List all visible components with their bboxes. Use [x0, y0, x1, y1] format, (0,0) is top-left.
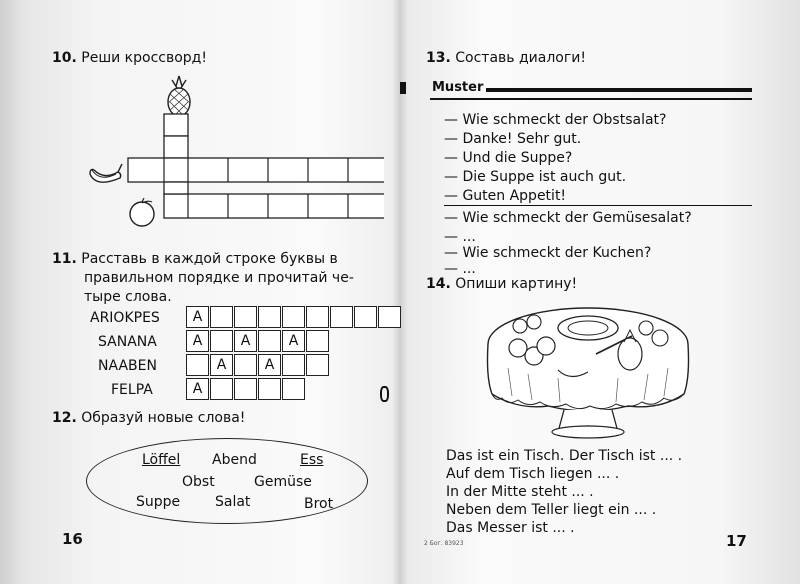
dialog-line: — Und die Suppe?: [444, 150, 573, 166]
dialog-line: — Guten Appetit!: [444, 188, 567, 204]
right-page: [400, 0, 800, 584]
muster-label: Muster: [432, 80, 484, 95]
letter-cell: A: [186, 306, 209, 328]
word-ess: Ess: [300, 452, 324, 468]
sentence-line: Das ist ein Tisch. Der Tisch ist ... .: [446, 448, 683, 464]
binding-mark: [380, 386, 389, 402]
letter-cell: [282, 306, 305, 328]
letter-cell: [306, 306, 329, 328]
exercise-number: 14.: [426, 276, 451, 292]
sentence-line: In der Mitte steht ... .: [446, 484, 594, 500]
exercise-14-title: [426, 276, 577, 292]
letter-cell: [234, 306, 257, 328]
letter-cell: A: [258, 354, 281, 376]
row-label: ARIOKPES: [90, 310, 160, 326]
letter-cell: [234, 378, 257, 400]
dialog-line: — ...: [444, 229, 476, 245]
margin-mark: [400, 82, 406, 94]
exercise-number: 10.: [52, 50, 77, 66]
dialog-line: — Wie schmeckt der Gemüsesalat?: [444, 210, 692, 226]
word-abend: Abend: [212, 452, 257, 468]
letter-cell: [354, 306, 377, 328]
exercise-number: 12.: [52, 410, 77, 426]
letter-cell: [306, 354, 329, 376]
word-gemuese: Gemüse: [254, 474, 312, 490]
letter-cell: [210, 306, 233, 328]
word-loeffel: Löffel: [142, 452, 181, 468]
sentence-line: Auf dem Tisch liegen ... .: [446, 466, 620, 482]
sentence-line: Neben dem Teller liegt ein ... .: [446, 502, 657, 518]
letter-cell: A: [186, 330, 209, 352]
exercise-text: Опиши картину!: [455, 276, 578, 292]
letter-cell: [210, 378, 233, 400]
letter-cell: A: [210, 354, 233, 376]
letter-cell: [282, 378, 305, 400]
letter-cell: A: [186, 378, 209, 400]
row-label: SANANA: [98, 334, 157, 350]
exercise-10-title: [52, 50, 207, 66]
row-label: FELPA: [111, 382, 153, 398]
letter-cell: A: [234, 330, 257, 352]
dialog-line: — Danke! Sehr gut.: [444, 131, 582, 147]
exercise-11-line1: [52, 251, 338, 267]
letter-cell: [234, 354, 257, 376]
print-code: 2 Бог. 83923: [424, 540, 464, 547]
letter-cell: [306, 330, 329, 352]
exercise-number: 11.: [52, 251, 77, 267]
orange-icon: [126, 198, 158, 228]
letter-cell: [330, 306, 353, 328]
letter-cell: [258, 378, 281, 400]
page-number: 16: [62, 530, 83, 548]
table-illustration: [478, 298, 698, 444]
letter-cell: A: [282, 330, 305, 352]
page-number: 17: [726, 532, 747, 550]
dialog-line: — Die Suppe ist auch gut.: [444, 169, 627, 185]
dialog-divider: [444, 205, 752, 206]
muster-underline: [430, 98, 752, 100]
word-suppe: Suppe: [136, 494, 181, 510]
left-page: [0, 0, 395, 584]
exercise-text: Реши кроссворд!: [81, 50, 207, 66]
exercise-11-line3: тыре слова.: [84, 289, 172, 305]
exercise-text: Расставь в каждой строке буквы в: [81, 251, 338, 267]
dialog-line: — Wie schmeckt der Obstsalat?: [444, 112, 667, 128]
letter-cell: [282, 354, 305, 376]
sentence-line: Das Messer ist ... .: [446, 520, 575, 536]
letter-cell: [378, 306, 401, 328]
letter-cell: [210, 330, 233, 352]
dialog-line: — ...: [444, 261, 476, 277]
exercise-number: 13.: [426, 50, 451, 66]
exercise-text: Составь диалоги!: [455, 50, 586, 66]
banana-icon: [86, 160, 126, 190]
exercise-text: Образуй новые слова!: [81, 410, 246, 426]
word-brot: Brot: [304, 496, 334, 512]
row-label: NAABEN: [98, 358, 157, 374]
letter-cell: [258, 330, 281, 352]
word-salat: Salat: [215, 494, 251, 510]
muster-rule: [486, 88, 752, 92]
exercise-12-title: [52, 410, 245, 426]
dialog-line: — Wie schmeckt der Kuchen?: [444, 245, 652, 261]
exercise-13-title: [426, 50, 586, 66]
word-obst: Obst: [182, 474, 215, 490]
exercise-11-line2: правильном порядке и прочитай че-: [84, 270, 354, 286]
letter-cell: [186, 354, 209, 376]
letter-cell: [258, 306, 281, 328]
